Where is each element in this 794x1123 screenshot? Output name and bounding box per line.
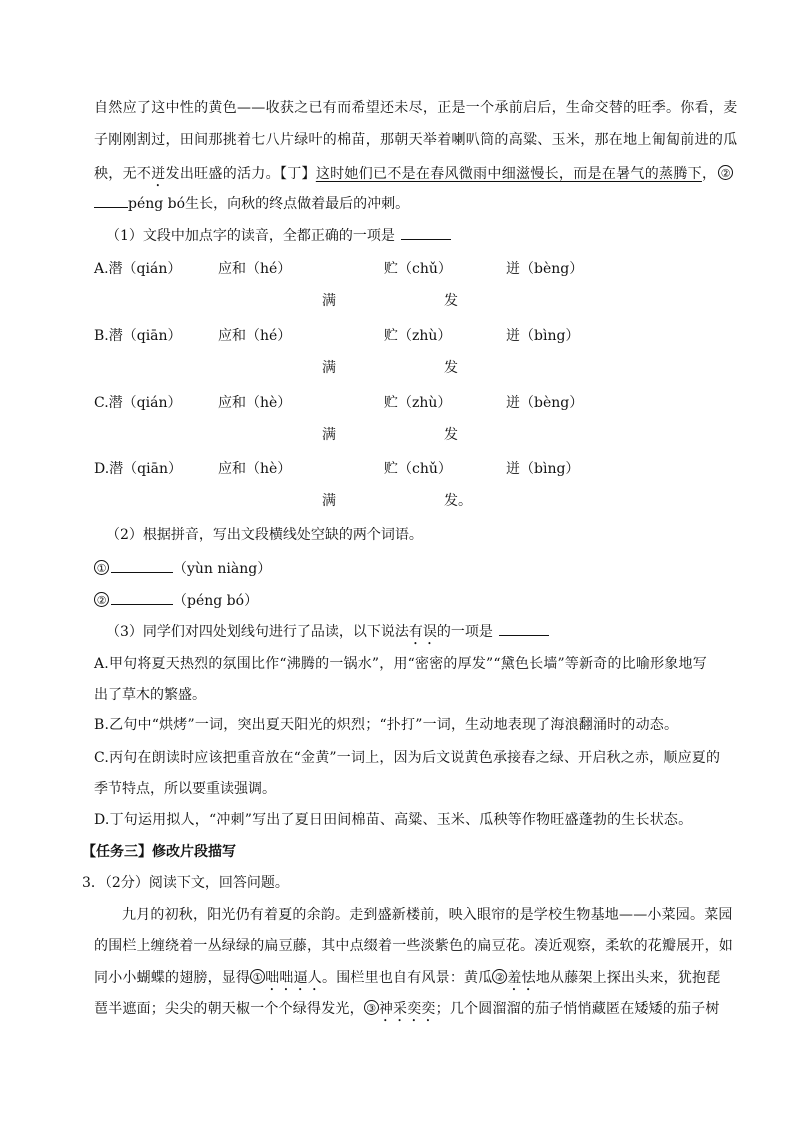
option-b-item5b: 发 [444,360,458,376]
stem-text: 的一项是 [436,624,493,640]
stem-text: （1）文段中加点字的读音，全都正确的一项是 [106,228,395,244]
option-d-item5b: 发。 [444,493,472,509]
option-c-item2: 应和（hè） [218,395,292,411]
option-a-item5a: 满 [322,293,336,309]
text-line [94,165,733,190]
option-a-item2: 应和（hé） [218,261,292,277]
text-line [94,197,409,211]
dotted-char: 迸 [151,166,166,182]
choice-a-line: 出了草木的繁盛。 [94,687,206,703]
stem-text: （3）同学们对四处划线句进行了品读，以下说法 [106,624,409,640]
option-a-label: A.潜（qián） [94,261,182,277]
passage-line [94,969,720,994]
text-segment: ， [701,166,717,182]
option-d-item3: 贮（chǔ） [384,461,452,477]
section-heading: 【任务三】修改片段描写 [82,844,236,860]
passage-line: 的围栏上缠绕着一丛绿绿的扁豆藤，其中点缀着一些淡紫色的扁豆花。凑近观察，柔软的花瓣展开，如 [94,938,733,954]
option-b-label: B.潜（qiān） [94,328,182,344]
option-d-label: D.潜（qiān） [94,461,182,477]
option-a-item3: 贮（chǔ） [384,261,452,277]
option-b-item5a: 满 [322,360,336,376]
option-a-item4: 迸（bèng） [506,261,584,277]
underlined-sentence-ding: 这时她们已不是在春风微雨中细滋慢长，而是在暑气的蒸腾下 [315,166,702,182]
circled-number: ① [250,969,265,984]
text-segment: 发出旺盛的活力。【丁】 [165,166,316,182]
option-d-item5a: 满 [322,493,336,509]
question-stem [106,229,451,243]
option-b-item3: 贮（zhù） [384,328,452,344]
dotted-word: 羞怯 [507,970,536,986]
option-c-label: C.潜（qián） [94,395,182,411]
option-c-item5a: 满 [322,427,336,443]
choice-d-line: D.丁句运用拟人，“冲刺”写出了夏日田间棉苗、高粱、玉米、瓜秧等作物旺盛蓬勃的生长状态。 [94,812,693,828]
option-c-item3: 贮（zhù） [384,395,452,411]
text-segment: ；几个圆溜溜的茄子悄悄藏匿在矮矮的茄子树 [435,1001,720,1017]
choice-c-line: 季节特点，所以要重读强调。 [94,781,276,797]
dotted-word: 有误 [408,624,437,640]
passage-line: 九月的初秋，阳光仍有着夏的余韵。走到盛新楼前，映入眼帘的是学校生物基地——小菜园。菜园 [122,907,733,923]
text-segment: 琶半遮面；尖尖的朝天椒一个个绿得发光， [94,1001,364,1017]
option-c-item4: 迸（bèng） [506,395,584,411]
passage-line [94,1000,720,1025]
circled-number: ③ [364,1000,379,1015]
question-stem [106,624,549,648]
text-segment: 同小小蝴蝶的翅膀，显得 [94,970,251,986]
text-segment: 秧，无不 [94,166,152,182]
pinyin-hint: （yùn niàng） [173,561,272,577]
answer-blank[interactable] [94,207,128,208]
text-segment: péng bó生长，向秋的终点做着最后的冲刺。 [128,196,410,212]
text-line: 自然应了这中性的黄色——收获之已有而希望还未尽，正是一个承前启后，生命交替的旺季。你看，麦 [94,100,738,116]
circled-number: ① [94,560,109,575]
choice-c-line: C.丙句在朗读时应该把重音放在“金黄”一词上，因为后文说黄色承接春之绿、开启秋之赤，顺应夏的 [94,750,721,766]
option-d-item2: 应和（hè） [218,461,292,477]
option-b-item2: 应和（hé） [218,328,292,344]
option-a-item5b: 发 [444,293,458,309]
answer-blank[interactable] [111,604,173,605]
circled-number: ② [492,969,507,984]
option-d-item4: 迸（bìng） [506,461,580,477]
circled-number: ② [718,165,733,180]
answer-blank[interactable] [401,239,451,240]
circled-number: ② [94,592,109,607]
answer-blank[interactable] [111,572,173,573]
choice-b-line: B.乙句中“烘烤”一词，突出夏天阳光的炽烈；“扑打”一词，生动地表现了海浪翻涌时的动态。 [94,717,679,733]
choice-a-line: A.甲句将夏天热烈的氛围比作“沸腾的一锅水”，用“密密的厚发”“黛色长墙”等新奇的比喻形象地写 [94,656,707,672]
option-b-item4: 迸（bìng） [506,328,580,344]
text-line: 子刚刚割过，田间那挑着七八片绿叶的棉苗，那朝天举着喇叭筒的高粱、玉米，那在地上匍匐前进的瓜 [94,132,738,148]
answer-blank[interactable] [499,635,549,636]
fill-blank-2 [94,592,258,608]
pinyin-hint: （péng bó） [173,593,259,609]
text-segment: 地从藤架上探出头来，犹抱琵 [535,970,721,986]
text-segment: 。围栏里也自有风景：黄瓜 [322,970,493,986]
dotted-word: 神采奕奕 [378,1001,436,1017]
question-stem: （2）根据拼音，写出文段横线处空缺的两个词语。 [106,527,423,543]
dotted-word: 咄咄逼人 [265,970,323,986]
option-c-item5b: 发 [444,427,458,443]
question-header: 3．（2分）阅读下文，回答问题。 [82,875,289,891]
fill-blank-1 [94,560,271,576]
